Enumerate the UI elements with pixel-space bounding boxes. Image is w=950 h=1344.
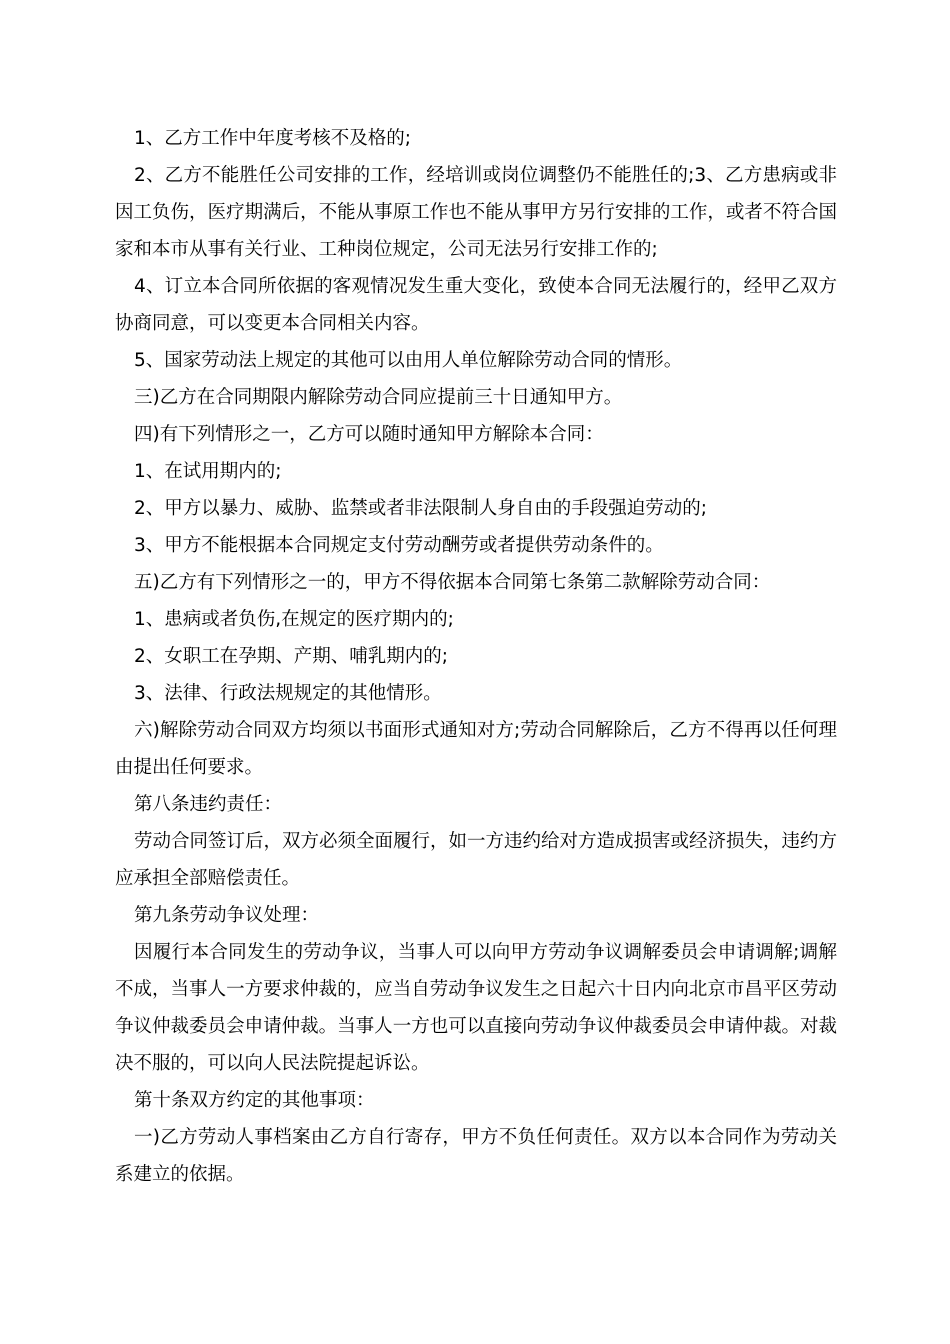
paragraph-section-5-item-2: 2、女职工在孕期、产期、哺乳期内的;	[134, 646, 449, 667]
paragraph-article-9-body: 因履行本合同发生的劳动争议，当事人可以向甲方劳动争议调解委员会申请调解;调解不成，当事人一方要求仲裁的，应当自劳动争议发生之日起六十日内向北京市昌平区劳动争议仲裁委员会申请仲裁。当事人一方也可以直接向劳动争议仲裁委员会申请仲裁。对裁决不服的，可以向人民法院提起诉讼。	[115, 942, 837, 1074]
paragraph-section-4-item-3: 3、甲方不能根据本合同规定支付劳动酬劳或者提供劳动条件的。	[134, 535, 664, 556]
paragraph-section-5: 五)乙方有下列情形之一的，甲方不得依据本合同第七条第二款解除劳动合同：	[134, 572, 771, 593]
heading-article-10: 第十条双方约定的其他事项：	[134, 1090, 375, 1111]
paragraph-clause-5: 5、国家劳动法上规定的其他可以由用人单位解除劳动合同的情形。	[134, 350, 683, 371]
paragraph-clause-4: 4、订立本合同所依据的客观情况发生重大变化，致使本合同无法履行的，经甲乙双方协商同意，可以变更本合同相关内容。	[115, 276, 837, 334]
paragraph-clause-1: 1、乙方工作中年度考核不及格的;	[134, 128, 412, 149]
paragraph-section-3: 三)乙方在合同期限内解除劳动合同应提前三十日通知甲方。	[134, 387, 623, 408]
paragraph-article-8-body: 劳动合同签订后，双方必须全面履行，如一方违约给对方造成损害或经济损失，违约方应承担全部赔偿责任。	[115, 831, 838, 889]
paragraph-section-4-item-2: 2、甲方以暴力、威胁、监禁或者非法限制人身自由的手段强迫劳动的;	[134, 498, 708, 519]
paragraph-clause-2-3: 2、乙方不能胜任公司安排的工作，经培训或岗位调整仍不能胜任的;3、乙方患病或非因工负伤，医疗期满后，不能从事原工作也不能从事甲方另行安排的工作，或者不符合国家和本市从事有关行业、工种岗位规定，公司无法另行安排工作的;	[115, 165, 837, 260]
paragraph-section-6: 六)解除劳动合同双方均须以书面形式通知对方;劳动合同解除后，乙方不得再以任何理由提出任何要求。	[115, 720, 837, 778]
paragraph-section-4-item-1: 1、在试用期内的;	[134, 461, 282, 482]
paragraph-section-5-item-1: 1、患病或者负伤,在规定的医疗期内的;	[134, 609, 454, 630]
paragraph-section-4: 四)有下列情形之一，乙方可以随时通知甲方解除本合同：	[134, 424, 604, 445]
paragraph-article-10-item-1: 一)乙方劳动人事档案由乙方自行寄存，甲方不负任何责任。双方以本合同作为劳动关系建立的依据。	[115, 1127, 837, 1185]
document-body	[115, 120, 837, 1193]
heading-article-8: 第八条违约责任：	[134, 794, 283, 815]
heading-article-9: 第九条劳动争议处理：	[134, 905, 320, 926]
paragraph-section-5-item-3: 3、法律、行政法规规定的其他情形。	[134, 683, 442, 704]
